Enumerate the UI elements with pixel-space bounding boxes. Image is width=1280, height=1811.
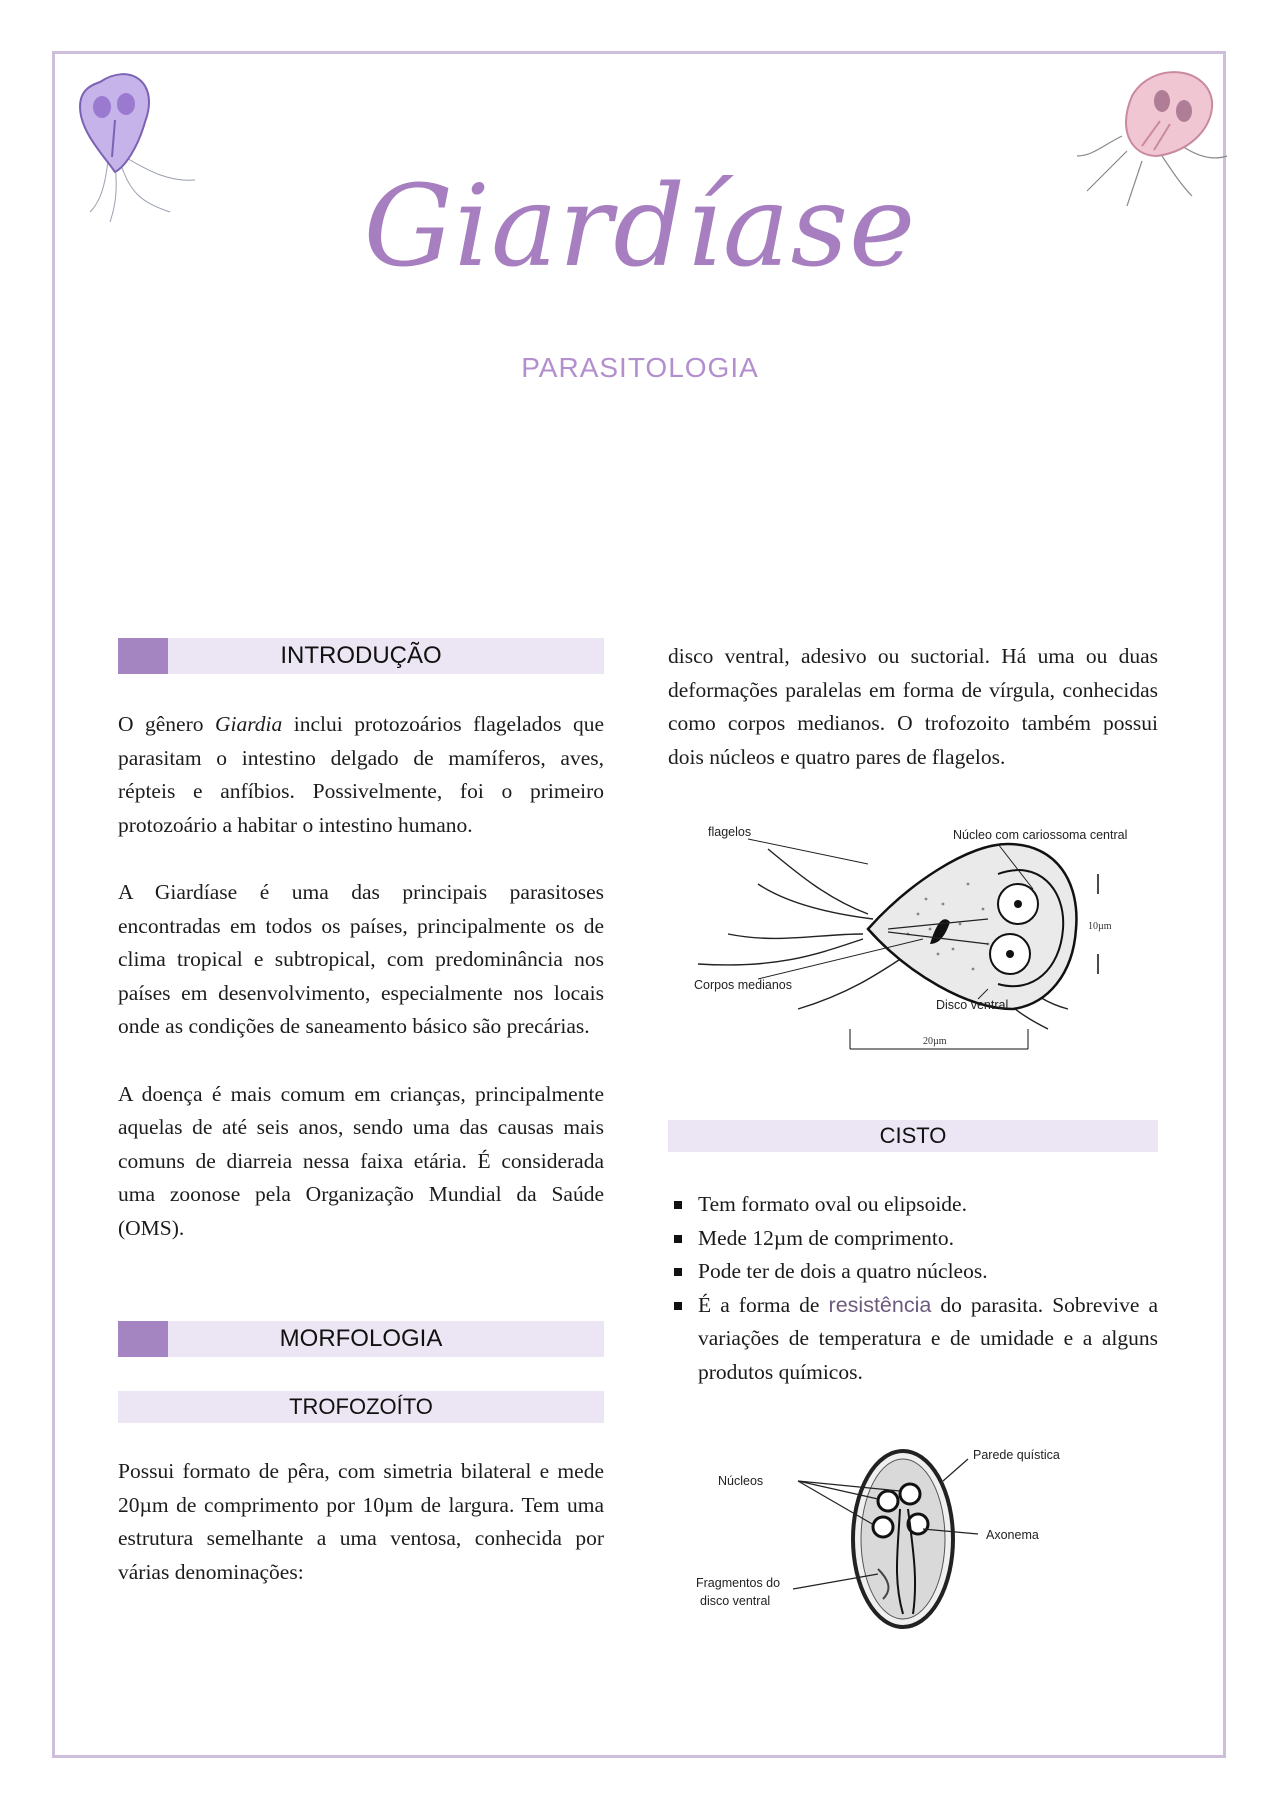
left-column bbox=[118, 638, 604, 1589]
section-tab-marker bbox=[118, 1321, 168, 1357]
cyst-nucleus bbox=[900, 1484, 920, 1504]
label-nucleo: Núcleo com cariossoma central bbox=[953, 828, 1128, 842]
label-disco-ventral: Disco ventral bbox=[936, 998, 1009, 1012]
list-item: Pode ter de dois a quatro núcleos. bbox=[668, 1255, 1158, 1289]
label-axonema: Axonema bbox=[986, 1528, 1039, 1542]
intro-paragraph-1: O gênero Giardia inclui protozoários flagelados que parasitam o intestino delgado de mamíferos, aves, répteis e anfíbios. Possivelmente, foi o primeiro protozoário a habitar o intestino humano. bbox=[118, 712, 605, 837]
page-subtitle: PARASITOLOGIA bbox=[521, 352, 759, 383]
highlight-resistencia: resistência bbox=[828, 1292, 932, 1317]
page-title: Giardíase bbox=[363, 162, 917, 292]
trofozoito-diagram bbox=[668, 804, 1158, 1064]
right-column bbox=[668, 640, 1158, 1649]
label-length-scale: 20µm bbox=[923, 1036, 947, 1047]
label-parede-quistica: Parede quística bbox=[973, 1448, 1060, 1462]
cyst-nucleus bbox=[878, 1491, 898, 1511]
section-header-introducao bbox=[118, 638, 604, 674]
list-item: Mede 12µm de comprimento. bbox=[668, 1222, 1158, 1256]
list-item: É a forma de resistência do parasita. Sobrevive a variações de temperatura e de umidade e a alguns produtos químicos. bbox=[668, 1289, 1158, 1390]
section-title: INTRODUÇÃO bbox=[280, 642, 442, 669]
section-title: MORFOLOGIA bbox=[279, 1325, 443, 1352]
subsection-header-trofozoito: TROFOZOÍTO bbox=[118, 1391, 604, 1423]
cisto-diagram bbox=[668, 1429, 1158, 1649]
label-flagelos: flagelos bbox=[708, 825, 752, 839]
trofozoito-paragraph: Possui formato de pêra, com simetria bilateral e mede 20µm de comprimento por 10µm de largura. Tem uma estrutura semelhante a uma ventosa, conhecida por várias denominações: bbox=[118, 1459, 604, 1584]
section-header-morfologia bbox=[118, 1321, 604, 1357]
subsection-header-cisto: CISTO bbox=[668, 1120, 1158, 1152]
trofozoito-paragraph-continued: disco ventral, adesivo ou suctorial. Há uma ou duas deformações paralelas em forma de vírgula, conhecidas como corpos medianos. O trofozoito também possui dois núcleos e quatro pares de flagelos. bbox=[668, 644, 1158, 769]
trofozoito-body bbox=[868, 844, 1076, 1009]
label-nucleos: Núcleos bbox=[718, 1474, 764, 1488]
label-fragmentos-2: disco ventral bbox=[700, 1594, 771, 1608]
intro-paragraph-3: A doença é mais comum em crianças, principalmente aquelas de até seis anos, sendo uma das causas mais comuns de diarreia nessa faixa etária. É considerada uma zoonose pela Organização Mundial da Saúde (OMS). bbox=[118, 1081, 604, 1240]
cisto-bullet-list bbox=[668, 1188, 1158, 1389]
intro-paragraph-2: A Giardíase é uma das principais parasitoses encontradas em todos os países, principalmente os de clima tropical e subtropical, com predominância nos países em desenvolvimento, especialmente nos locais onde as condições de saneamento básico são precárias. bbox=[118, 880, 604, 1038]
list-item: Tem formato oval ou elipsoide. bbox=[668, 1188, 1158, 1222]
label-corpos-medianos: Corpos medianos bbox=[694, 978, 792, 992]
label-width-scale: 10µm bbox=[1088, 921, 1112, 932]
label-fragmentos-1: Fragmentos do bbox=[696, 1576, 781, 1590]
section-tab-marker bbox=[118, 638, 168, 674]
cyst-nucleus bbox=[873, 1517, 893, 1537]
